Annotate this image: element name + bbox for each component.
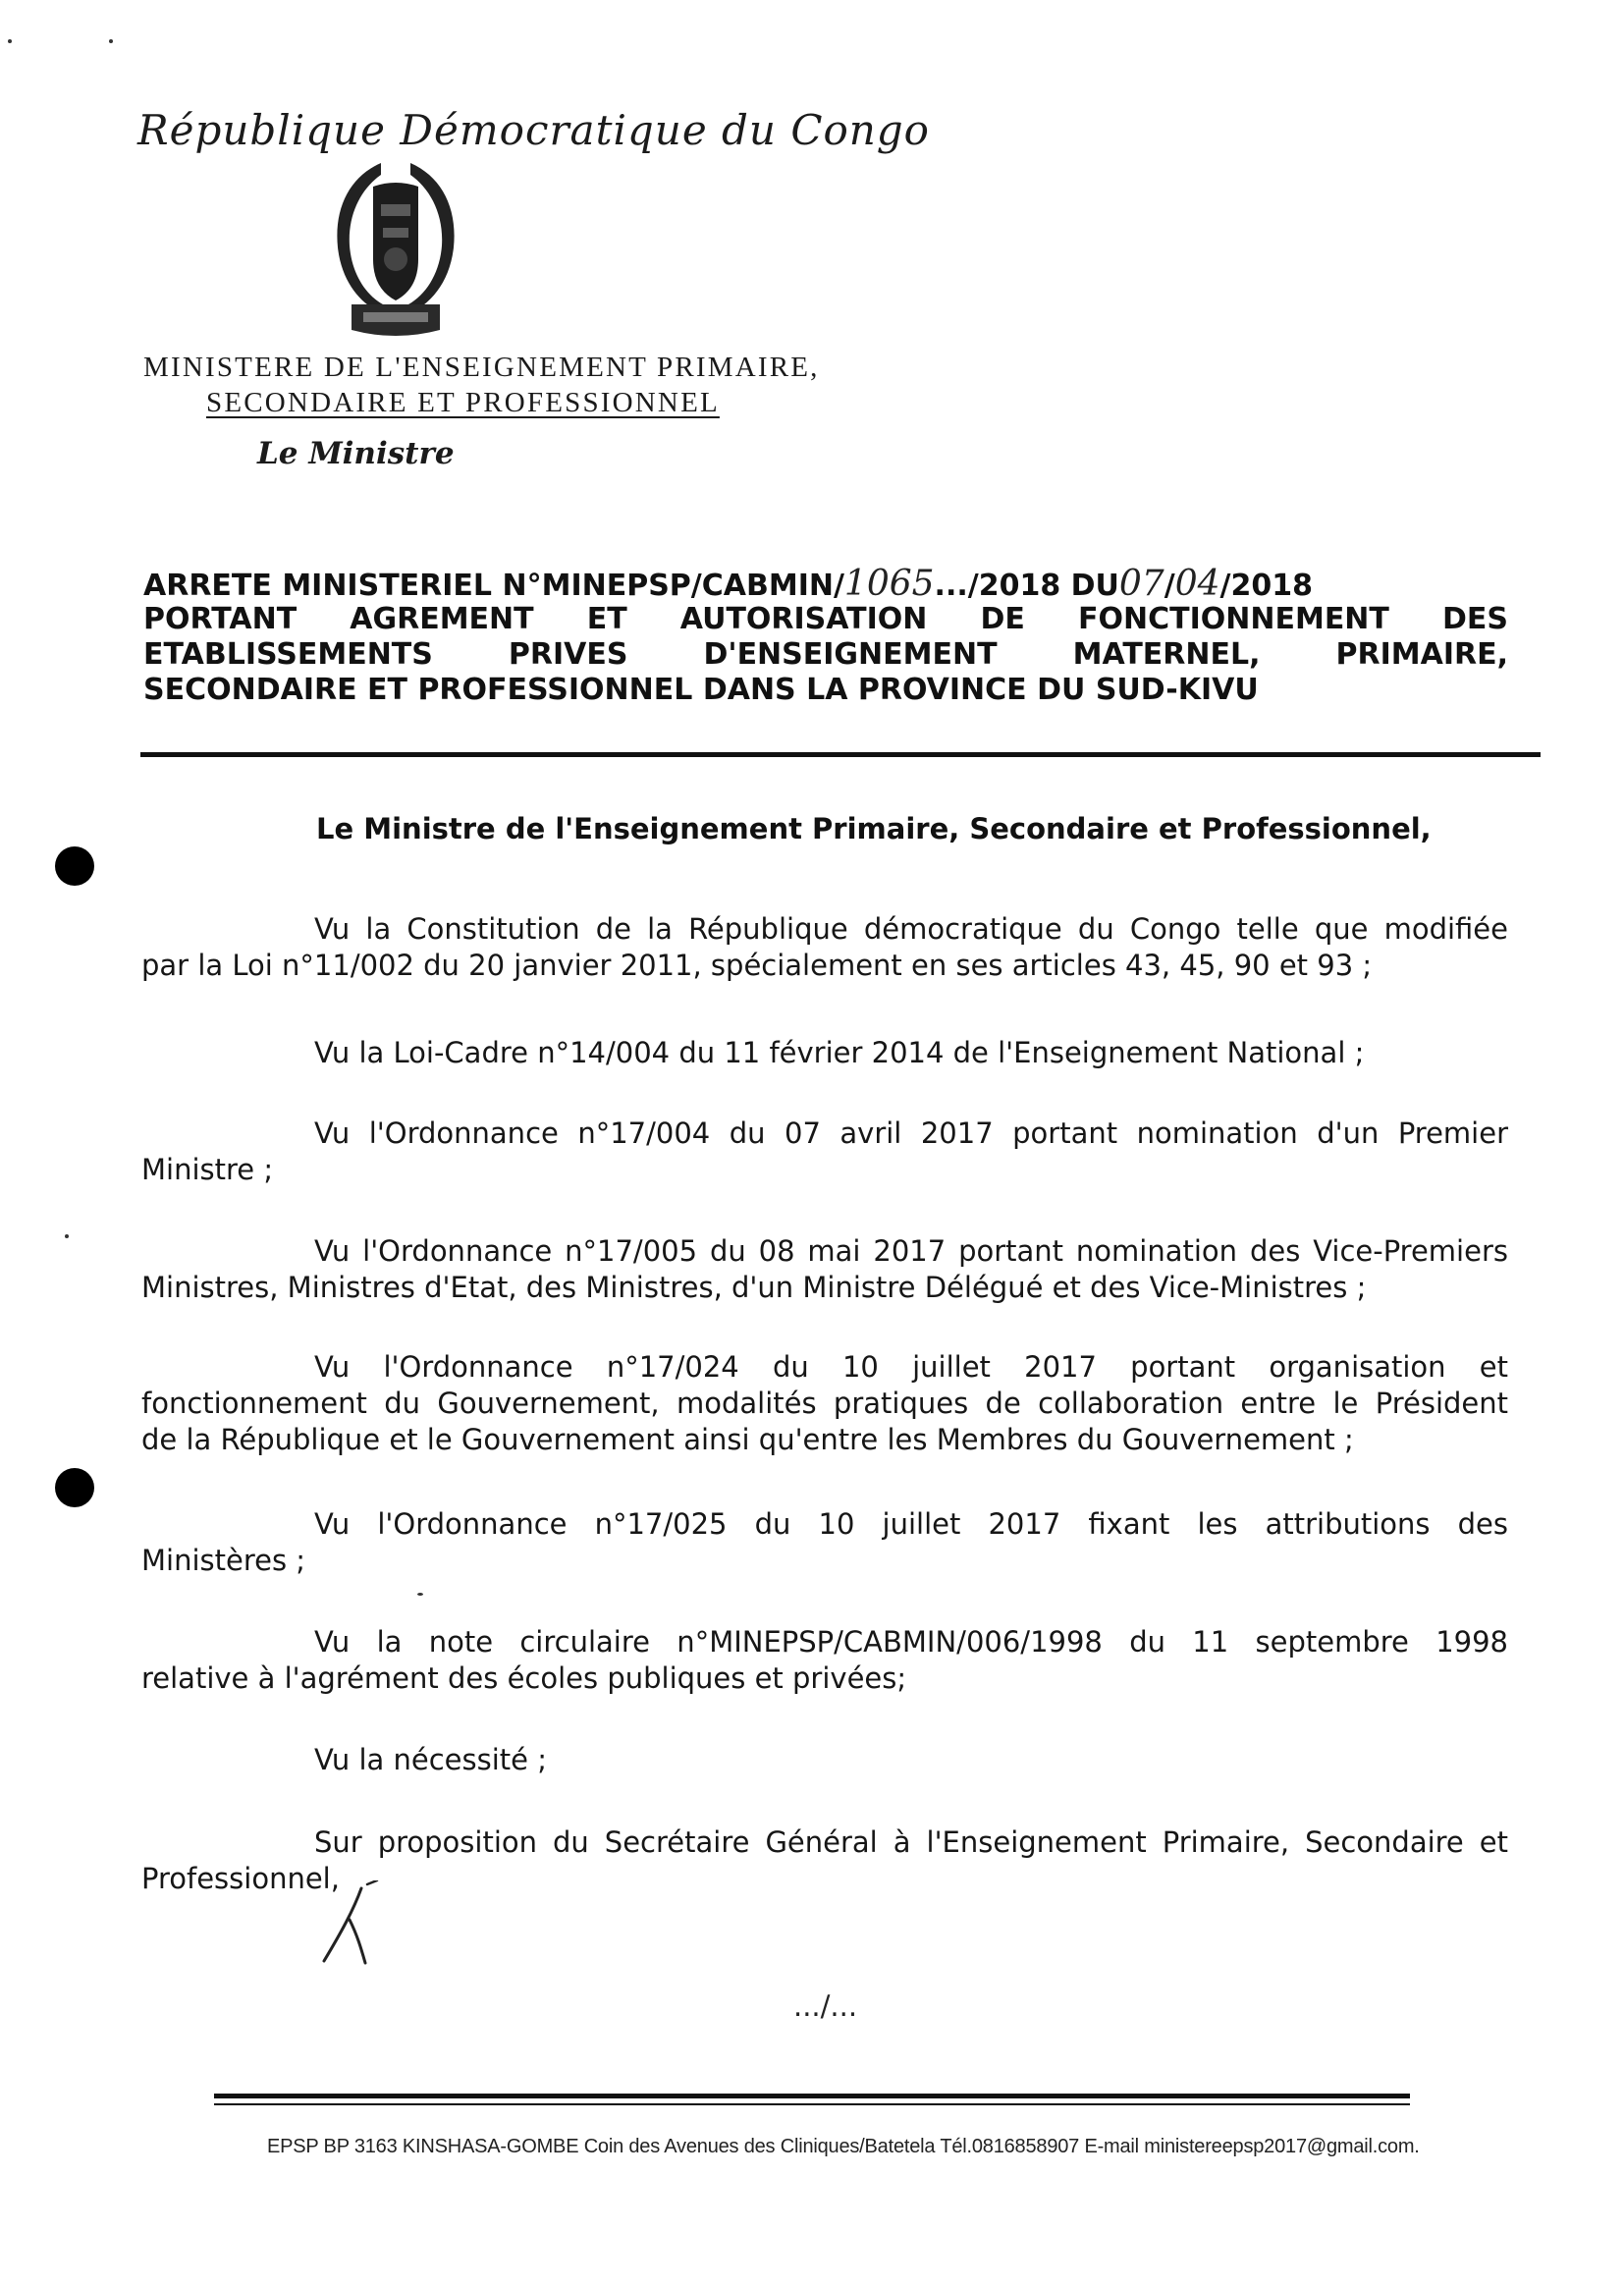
punch-hole-mark: [55, 1468, 94, 1507]
initials-signature: [312, 1880, 391, 1969]
office-title: Le Ministre: [257, 436, 455, 471]
continuation-mark: .../...: [793, 1989, 858, 2023]
ministry-line-2: SECONDAIRE ET PROFESSIONNEL: [206, 387, 720, 418]
visa-ordonnance-17-004: Vu l'Ordonnance n°17/004 du 07 avril 2017 portant nomination d'un Premier Ministre ;: [141, 1116, 1508, 1186]
coat-of-arms-emblem: [322, 157, 469, 344]
decree-year: /2018: [1219, 569, 1313, 603]
footer-rule-thin: [214, 2103, 1410, 2105]
ministry-name: [143, 350, 820, 420]
date-separator: /: [1164, 569, 1175, 603]
punch-hole-mark: [55, 846, 94, 886]
visa-ordonnance-17-025: Vu l'Ordonnance n°17/025 du 10 juillet 2017 fixant les attributions des Ministères ;: [141, 1507, 1508, 1577]
visa-constitution: Vu la Constitution de la République démocratique du Congo telle que modifiée par la Loi n°11/002 du 20 janvier 2011, spécialement en ses articles 43, 45, 90 et 93 ;: [141, 912, 1508, 982]
scan-speck: [8, 39, 12, 43]
visa-loi-cadre: Vu la Loi-Cadre n°14/004 du 11 février 2014 de l'Enseignement National ;: [314, 1036, 1365, 1069]
decree-day: 07: [1118, 564, 1164, 604]
visa-ordonnance-17-005: Vu l'Ordonnance n°17/005 du 08 mai 2017 portant nomination des Vice-Premiers Ministres, Ministres d'Etat, des Ministres, d'un Ministre Délégué et des Vice-Ministres ;: [141, 1234, 1508, 1304]
decree-number: 1065: [843, 564, 935, 604]
decree-title-line-3: ETABLISSEMENTS PRIVES D'ENSEIGNEMENT MATERNEL, PRIMAIRE,: [143, 637, 1508, 672]
decree-mid: .../2018 DU: [934, 569, 1119, 603]
visa-necessite: Vu la nécessité ;: [314, 1743, 547, 1776]
footer-address: EPSP BP 3163 KINSHASA-GOMBE Coin des Avenues des Cliniques/Batetela Tél.0816858907 E-mail ministereepsp2017@gmail.com.: [267, 2136, 1420, 2157]
footer-rule: [214, 2094, 1410, 2098]
visa-ordonnance-17-024: Vu l'Ordonnance n°17/024 du 10 juillet 2017 portant organisation et fonctionnement du Gouvernement, modalités pratiques de collaboration entre le Président de la République et le Gouvernement ainsi qu'entre les Membres du Gouvernement ;: [141, 1350, 1508, 1456]
scan-speck: [65, 1234, 69, 1238]
scan-speck: [417, 1593, 423, 1596]
decree-month: 04: [1174, 564, 1220, 604]
decree-title-line-1: [143, 564, 1508, 604]
decree-title-line-4: SECONDAIRE ET PROFESSIONNEL DANS LA PROVINCE DU SUD-KIVU: [143, 673, 1259, 707]
proposition-clause: Sur proposition du Secrétaire Général à l'Enseignement Primaire, Secondaire et Professionnel,: [141, 1825, 1508, 1895]
decree-prefix: ARRETE MINISTERIEL N°MINEPSP/CABMIN/: [143, 569, 844, 603]
minister-heading: Le Ministre de l'Enseignement Primaire, Secondaire et Professionnel,: [316, 812, 1432, 845]
ministry-line-1: MINISTERE DE L'ENSEIGNEMENT PRIMAIRE,: [143, 352, 820, 383]
country-name: République Démocratique du Congo: [137, 106, 930, 154]
title-rule: [140, 752, 1541, 757]
decree-title-line-2: PORTANT AGREMENT ET AUTORISATION DE FONCTIONNEMENT DES: [143, 602, 1508, 636]
scan-speck: [109, 39, 113, 43]
visa-note-circulaire: Vu la note circulaire n°MINEPSP/CABMIN/006/1998 du 11 septembre 1998 relative à l'agrément des écoles publiques et privées;: [141, 1625, 1508, 1695]
